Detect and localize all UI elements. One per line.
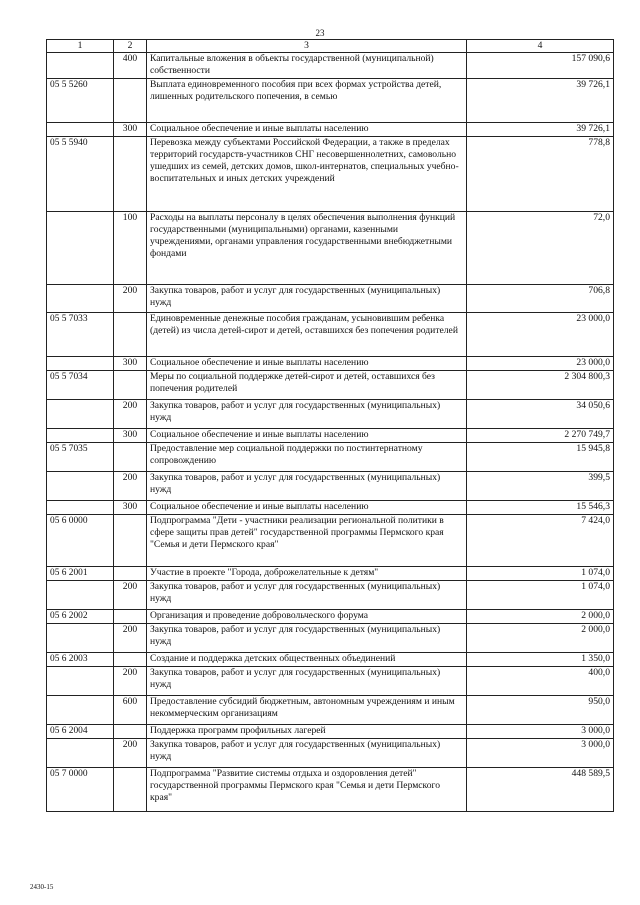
row-code: 05 5 7035 bbox=[47, 443, 114, 472]
row-amount: 1 074,0 bbox=[467, 581, 614, 610]
row-amount: 778,8 bbox=[467, 137, 614, 212]
row-code bbox=[47, 212, 114, 285]
page-number: 23 bbox=[315, 28, 325, 38]
row-name: Закупка товаров, работ и услуг для государственных (муниципальных) нужд bbox=[147, 624, 467, 653]
row-code: 05 5 5940 bbox=[47, 137, 114, 212]
row-expense-type bbox=[114, 137, 147, 212]
row-name: Социальное обеспечение и иные выплаты населению bbox=[147, 357, 467, 371]
row-expense-type: 300 bbox=[114, 501, 147, 515]
row-expense-type: 300 bbox=[114, 429, 147, 443]
table-row bbox=[47, 212, 614, 285]
row-amount: 7 424,0 bbox=[467, 515, 614, 567]
row-expense-type: 200 bbox=[114, 739, 147, 768]
row-amount: 2 304 800,3 bbox=[467, 371, 614, 400]
row-code: 05 7 0000 bbox=[47, 768, 114, 812]
row-amount: 1 074,0 bbox=[467, 567, 614, 581]
row-name: Организация и проведение добровольческого форума bbox=[147, 610, 467, 624]
table-row bbox=[47, 53, 614, 79]
row-expense-type: 300 bbox=[114, 123, 147, 137]
row-expense-type bbox=[114, 371, 147, 400]
row-name: Единовременные денежные пособия гражданам, усыновившим ребенка (детей) из числа детей-сирот и детей, оставшихся без попечения родителей bbox=[147, 313, 467, 357]
row-amount: 23 000,0 bbox=[467, 313, 614, 357]
row-code bbox=[47, 53, 114, 79]
row-expense-type bbox=[114, 313, 147, 357]
row-expense-type: 200 bbox=[114, 624, 147, 653]
row-name: Перевозка между субъектами Российской Федерации, а также в пределах территорий государств-участников СНГ несовершеннолетних, самовольно ушедших из семей, детских домов, школ-интернатов, специальных учебно-воспитательных и иных детских учреждений bbox=[147, 137, 467, 212]
table-row bbox=[47, 357, 614, 371]
row-amount: 399,5 bbox=[467, 472, 614, 501]
row-code bbox=[47, 400, 114, 429]
row-code bbox=[47, 739, 114, 768]
row-code bbox=[47, 357, 114, 371]
row-amount: 400,0 bbox=[467, 667, 614, 696]
row-name: Поддержка программ профильных лагерей bbox=[147, 725, 467, 739]
table-row bbox=[47, 653, 614, 667]
row-name: Подпрограмма "Развитие системы отдыха и оздоровления детей" государственной программы Пермского края "Семья и дети Пермского края" bbox=[147, 768, 467, 812]
table-row bbox=[47, 581, 614, 610]
table-row bbox=[47, 501, 614, 515]
row-code bbox=[47, 123, 114, 137]
row-amount: 950,0 bbox=[467, 696, 614, 725]
table-row bbox=[47, 667, 614, 696]
row-code bbox=[47, 581, 114, 610]
row-expense-type bbox=[114, 653, 147, 667]
row-code: 05 6 0000 bbox=[47, 515, 114, 567]
row-expense-type: 400 bbox=[114, 53, 147, 79]
row-code: 05 5 7034 bbox=[47, 371, 114, 400]
table-row bbox=[47, 768, 614, 812]
row-amount: 448 589,5 bbox=[467, 768, 614, 812]
row-expense-type bbox=[114, 443, 147, 472]
table-row bbox=[47, 515, 614, 567]
table-row bbox=[47, 400, 614, 429]
row-code bbox=[47, 501, 114, 515]
row-expense-type bbox=[114, 515, 147, 567]
row-amount: 23 000,0 bbox=[467, 357, 614, 371]
row-name: Социальное обеспечение и иные выплаты населению bbox=[147, 501, 467, 515]
row-code bbox=[47, 696, 114, 725]
row-expense-type: 600 bbox=[114, 696, 147, 725]
row-expense-type: 200 bbox=[114, 400, 147, 429]
row-code: 05 6 2001 bbox=[47, 567, 114, 581]
row-amount: 39 726,1 bbox=[467, 79, 614, 123]
row-name: Социальное обеспечение и иные выплаты населению bbox=[147, 429, 467, 443]
row-amount: 3 000,0 bbox=[467, 725, 614, 739]
row-expense-type: 200 bbox=[114, 472, 147, 501]
table-row bbox=[47, 429, 614, 443]
footer-document-code: 2430-15 bbox=[30, 883, 54, 891]
row-code: 05 6 2004 bbox=[47, 725, 114, 739]
row-name: Участие в проекте "Города, доброжелательные к детям" bbox=[147, 567, 467, 581]
row-name: Выплата единовременного пособия при всех формах устройства детей, лишенных родительского попечения, в семью bbox=[147, 79, 467, 123]
row-code bbox=[47, 667, 114, 696]
table-row bbox=[47, 725, 614, 739]
row-amount: 3 000,0 bbox=[467, 739, 614, 768]
row-name: Подпрограмма "Дети - участники реализации региональной политики в сфере защиты прав детей" государственной программы Пермского края "Семья и дети Пермского края" bbox=[147, 515, 467, 567]
table-row bbox=[47, 79, 614, 123]
table-row bbox=[47, 624, 614, 653]
row-amount: 39 726,1 bbox=[467, 123, 614, 137]
header-col-expense-type: 2 bbox=[114, 40, 147, 53]
table-row bbox=[47, 739, 614, 768]
row-amount: 15 945,8 bbox=[467, 443, 614, 472]
row-name: Расходы на выплаты персоналу в целях обеспечения выполнения функций государственными (муниципальными) органами, казенными учреждениями, органами управления государственными внебюджетными фондами bbox=[147, 212, 467, 285]
row-expense-type: 300 bbox=[114, 357, 147, 371]
row-code: 05 5 7033 bbox=[47, 313, 114, 357]
row-name: Предоставление субсидий бюджетным, автономным учреждениям и иным некоммерческим организациям bbox=[147, 696, 467, 725]
row-name: Создание и поддержка детских общественных объединений bbox=[147, 653, 467, 667]
table-header-row bbox=[47, 40, 614, 53]
row-expense-type bbox=[114, 610, 147, 624]
table-row bbox=[47, 472, 614, 501]
table-row bbox=[47, 137, 614, 212]
row-expense-type bbox=[114, 768, 147, 812]
row-amount: 34 050,6 bbox=[467, 400, 614, 429]
row-expense-type bbox=[114, 567, 147, 581]
row-expense-type bbox=[114, 725, 147, 739]
table-row bbox=[47, 443, 614, 472]
row-name: Закупка товаров, работ и услуг для государственных (муниципальных) нужд bbox=[147, 285, 467, 313]
table-body bbox=[47, 53, 614, 812]
table-row bbox=[47, 567, 614, 581]
row-code bbox=[47, 429, 114, 443]
header-col-code: 1 bbox=[47, 40, 114, 53]
row-name: Закупка товаров, работ и услуг для государственных (муниципальных) нужд bbox=[147, 400, 467, 429]
row-amount: 706,8 bbox=[467, 285, 614, 313]
row-name: Закупка товаров, работ и услуг для государственных (муниципальных) нужд bbox=[147, 472, 467, 501]
table-row bbox=[47, 123, 614, 137]
row-name: Меры по социальной поддержке детей-сирот и детей, оставшихся без попечения родителей bbox=[147, 371, 467, 400]
table-row bbox=[47, 285, 614, 313]
row-code: 05 6 2003 bbox=[47, 653, 114, 667]
row-expense-type: 200 bbox=[114, 581, 147, 610]
budget-table bbox=[46, 39, 614, 812]
table-row bbox=[47, 610, 614, 624]
row-name: Закупка товаров, работ и услуг для государственных (муниципальных) нужд bbox=[147, 667, 467, 696]
table-row bbox=[47, 313, 614, 357]
row-expense-type bbox=[114, 79, 147, 123]
row-expense-type: 100 bbox=[114, 212, 147, 285]
row-name: Предоставление мер социальной поддержки по постинтернатному сопровождению bbox=[147, 443, 467, 472]
row-expense-type: 200 bbox=[114, 285, 147, 313]
row-expense-type: 200 bbox=[114, 667, 147, 696]
row-amount: 2 000,0 bbox=[467, 624, 614, 653]
row-name: Социальное обеспечение и иные выплаты населению bbox=[147, 123, 467, 137]
row-name: Закупка товаров, работ и услуг для государственных (муниципальных) нужд bbox=[147, 581, 467, 610]
table-row bbox=[47, 696, 614, 725]
row-amount: 2 270 749,7 bbox=[467, 429, 614, 443]
row-code: 05 6 2002 bbox=[47, 610, 114, 624]
row-amount: 15 546,3 bbox=[467, 501, 614, 515]
row-code bbox=[47, 624, 114, 653]
header-col-amount: 4 bbox=[467, 40, 614, 53]
row-code: 05 5 5260 bbox=[47, 79, 114, 123]
row-amount: 1 350,0 bbox=[467, 653, 614, 667]
table-row bbox=[47, 371, 614, 400]
row-code bbox=[47, 472, 114, 501]
row-amount: 72,0 bbox=[467, 212, 614, 285]
row-amount: 157 090,6 bbox=[467, 53, 614, 79]
row-name: Закупка товаров, работ и услуг для государственных (муниципальных) нужд bbox=[147, 739, 467, 768]
row-name: Капитальные вложения в объекты государственной (муниципальной) собственности bbox=[147, 53, 467, 79]
row-amount: 2 000,0 bbox=[467, 610, 614, 624]
header-col-name: 3 bbox=[147, 40, 467, 53]
row-code bbox=[47, 285, 114, 313]
